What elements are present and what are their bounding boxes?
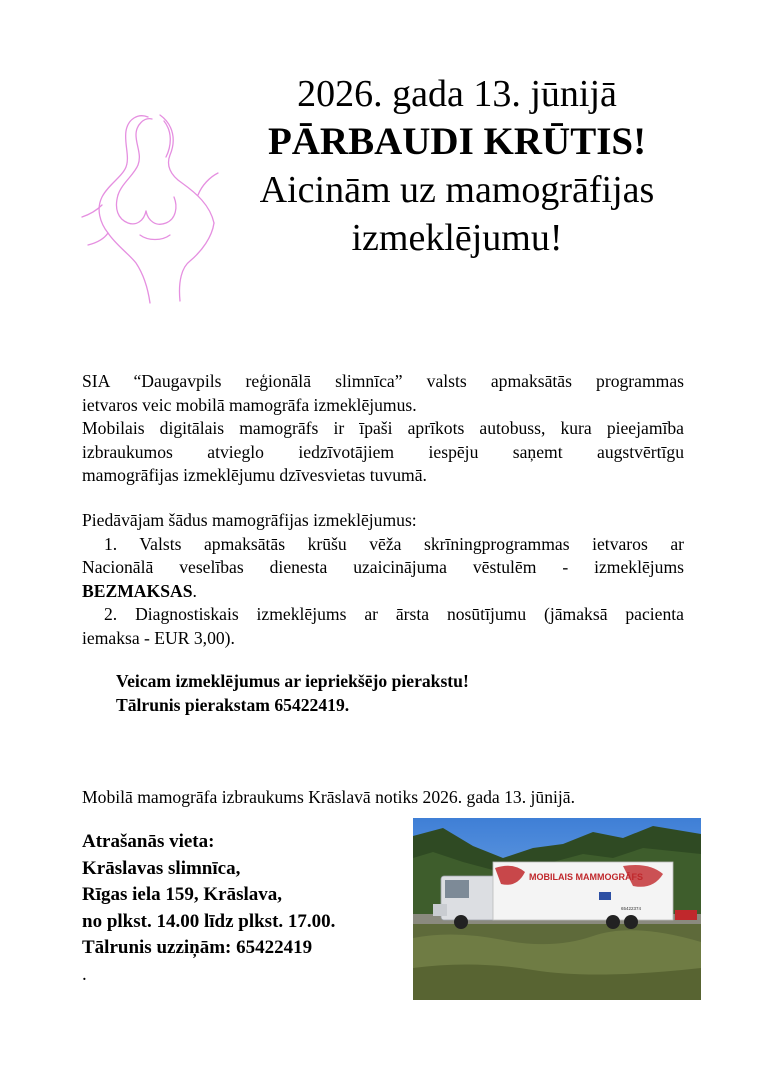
- offer-section: [82, 509, 684, 651]
- location-address: Rīgas iela 159, Krāslava,: [82, 884, 283, 905]
- offer-item-2-line: 2. Diagnostiskais izmeklējums ar ārsta nosūtījumu (jāmaksā pacienta: [104, 604, 684, 625]
- booking-info: [82, 670, 718, 717]
- subheadline-line-2: izmeklējumu!: [351, 217, 563, 259]
- offer-item-1-line: [82, 580, 684, 604]
- title-block: [232, 70, 682, 262]
- location-phone-end: .: [82, 963, 87, 985]
- truck-title: MOBILAIS MAMMOGRĀFS: [529, 872, 643, 882]
- headline: PĀRBAUDI KRŪTIS!: [267, 120, 647, 163]
- mammography-truck-photo: [413, 818, 701, 1000]
- female-silhouette-illustration: [78, 105, 228, 310]
- truck-phone: 65422374: [621, 906, 642, 911]
- subheadline-line-1: Aicinām uz mamogrāfijas: [259, 169, 655, 211]
- intro-paragraph: [82, 370, 684, 488]
- location-phone: Tālrunis uzziņām: 65422419: [82, 937, 313, 958]
- visit-announcement: Mobilā mamogrāfa izbraukums Krāslavā notiks 2026. gada 13. jūnijā.: [82, 787, 575, 807]
- offer-item-1-line: Nacionālā veselības dienesta uzaicinājuma vēstulēm - izmeklējums: [82, 557, 684, 578]
- intro-line: SIA “Daugavpils reģionālā slimnīca” valsts apmaksātās programmas: [82, 371, 684, 391]
- booking-phone: Tālrunis pierakstam 65422419.: [116, 694, 350, 715]
- location-label: Atrašanās vieta:: [82, 831, 215, 852]
- intro-line: ietvaros veic mobilā mamogrāfa izmeklējumus.: [82, 394, 417, 415]
- offer-item-1-end: .: [192, 580, 197, 601]
- offer-lead: Piedāvājam šādus mamogrāfijas izmeklējumus:: [82, 510, 417, 530]
- date-heading: 2026. gada 13. jūnijā: [297, 73, 617, 115]
- location-hours: no plkst. 14.00 līdz plkst. 17.00.: [82, 910, 336, 932]
- free-label: BEZMAKSAS: [82, 580, 193, 601]
- offer-item-1-line: 1. Valsts apmaksātās krūšu vēža skrīningprogrammas ietvaros ar: [104, 533, 684, 554]
- booking-line: Veicam izmeklējumus ar iepriekšējo pierakstu!: [116, 671, 469, 691]
- intro-line: mamogrāfijas izmeklējumu dzīvesvietas tuvumā.: [82, 465, 427, 486]
- intro-line: Mobilais digitālais mamogrāfs ir īpaši aprīkots autobuss, kura pieejamība: [82, 418, 684, 439]
- location-place: Krāslavas slimnīca,: [82, 857, 241, 879]
- offer-item-2-line: iemaksa - EUR 3,00).: [82, 627, 235, 648]
- location-phone-line: [82, 935, 412, 988]
- intro-line: izbraukumos atvieglo iedzīvotājiem iespēju saņemt augstvērtīgu: [82, 441, 684, 462]
- location-block: [82, 829, 412, 988]
